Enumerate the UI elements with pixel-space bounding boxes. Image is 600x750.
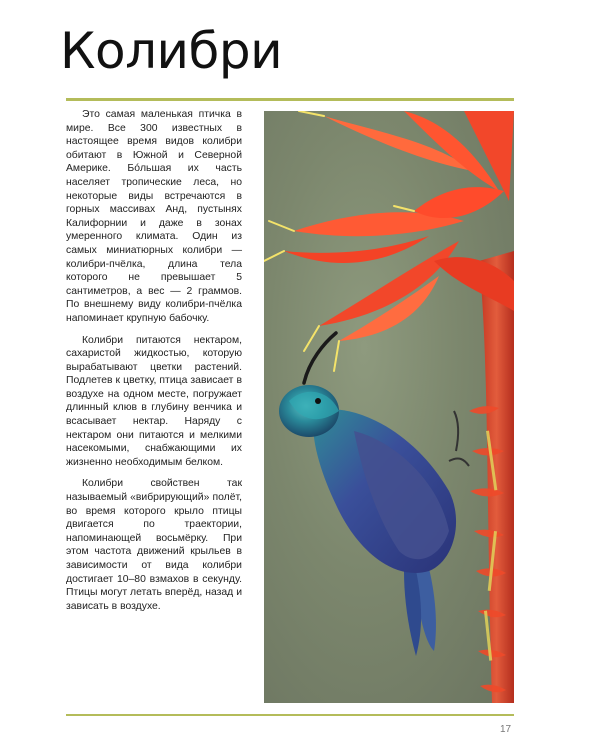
paragraph-1: Это самая маленькая птичка в мире. Все 300 известных в настоящее время видов колибри обитают в Южной и Северной Америке. Бóльшая их часть населяет тропические леса, но некоторые виды встречаются в горных массивах Анд, пустынях Калифорнии и даже в зонах умеренного климата. Один из самых миниатюрных колибри — колибри-пчёлка, длина тела которого не превышает 5 сантиметров, а вес — 2 граммов. По внешнему виду колибри-пчёлка напоминает крупную бабочку. <box>66 109 242 324</box>
bottom-divider <box>66 714 514 716</box>
page-title: Колибри <box>60 22 283 80</box>
paragraph-3: Колибри свойствен так называемый «вибрирующий» полёт, во время которого крыло птицы двигается по траектории, напоминающей восьмёрку. При этом частота движений крыльев в зависимости от вида колибри достигает 10–80 взмахов в секунду. Птицы могут летать вперёд, назад и зависать в воздухе. <box>66 478 242 612</box>
page-number: 17 <box>500 724 512 735</box>
top-divider <box>66 98 514 101</box>
article-text <box>66 108 242 621</box>
paragraph-2: Колибри питаются нектаром, сахаристой жидкостью, которую вырабатывают цветки растений. Подлетев к цветку, птица зависает в воздухе на одном месте, погружает длинный клюв в глубину венчика и всасывает нектар. Наряду с нектаром они питаются и мелкими насекомыми, снабжающими их жизненно необходимым белком. <box>66 334 242 468</box>
hummingbird-illustration <box>264 111 514 703</box>
hummingbird-photo <box>264 111 514 703</box>
